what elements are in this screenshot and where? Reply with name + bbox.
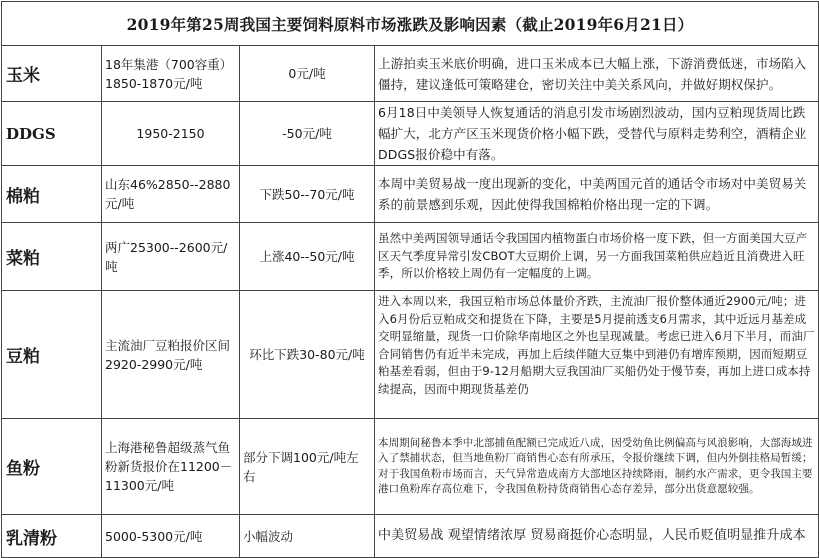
row-change: 部分下调100元/吨左右 <box>240 419 375 515</box>
row-name: 棉粕 <box>2 166 102 223</box>
row-change: 下跌50--70元/吨 <box>240 166 375 223</box>
row-change: 0元/吨 <box>240 46 375 102</box>
row-change: 小幅波动 <box>240 515 375 558</box>
table-row-corn <box>2 46 819 102</box>
title-row <box>2 2 819 46</box>
row-name: 鱼粉 <box>2 419 102 515</box>
row-name: 玉米 <box>2 46 102 102</box>
row-factor: 6月18日中美领导人恢复通话的消息引发市场剧烈波动，国内豆粕现货周比跌幅扩大，北方产区玉米现货价格小幅下跌，受替代与原料走势利空，酒精企业DDGS报价稳中有落。 <box>375 102 819 166</box>
row-factor: 本周期间秘鲁本季中北部捕鱼配额已完成近八成，因受幼鱼比例偏高与风浪影响，大部海域进入了禁捕状态，但当地鱼粉厂商销售心态有所承压，令报价继续下调，但内外倒挂格局暂缓；对于我国鱼粉市场而言，天气异常造成南方大部地区持续降雨，制约水产需求，更令我国主要港口鱼粉库存高位难下，令我国鱼粉持货商销售心态存差异，部分出货意愿较强。 <box>375 419 819 515</box>
row-price: 山东46%2850--2880元/吨 <box>102 166 240 223</box>
table-row-rapeseed-meal <box>2 223 819 291</box>
table-row-whey-powder <box>2 515 819 558</box>
row-price: 上海港秘鲁超级蒸气鱼粉新货报价在11200－11300元/吨 <box>102 419 240 515</box>
row-change: 环比下跌30-80元/吨 <box>240 291 375 419</box>
row-price: 5000-5300元/吨 <box>102 515 240 558</box>
row-name: 豆粕 <box>2 291 102 419</box>
table-title: 2019年第25周我国主要饲料原料市场涨跌及影响因素（截止2019年6月21日） <box>2 2 819 46</box>
row-factor: 中美贸易战 观望情绪浓厚 贸易商挺价心态明显，人民币贬值明显推升成本 <box>375 515 819 558</box>
table-row-ddgs <box>2 102 819 166</box>
row-factor: 上游拍卖玉米底价明确，进口玉米成本已大幅上涨，下游消费低迷，市场陷入僵持，建议逢低可策略建仓，密切关注中美关系风向，并做好期权保护。 <box>375 46 819 102</box>
row-change: -50元/吨 <box>240 102 375 166</box>
feed-market-table <box>1 1 819 558</box>
row-price: 两广25300--2600元/吨 <box>102 223 240 291</box>
row-price: 1950-2150 <box>102 102 240 166</box>
table-row-cottonseed-meal <box>2 166 819 223</box>
row-change: 上涨40--50元/吨 <box>240 223 375 291</box>
row-name: DDGS <box>2 102 102 166</box>
row-factor: 虽然中美两国领导通话令我国国内植物蛋白市场价格一度下跌，但一方面美国大豆产区天气季度异常引发CBOT大豆期价上调，另一方面我国菜粕供应趋近且消费进入旺季，所以价格较上周仍有一定幅度的上调。 <box>375 223 819 291</box>
row-name: 菜粕 <box>2 223 102 291</box>
row-factor: 本周中美贸易战一度出现新的变化，中美两国元首的通话令市场对中美贸易关系的前景感到乐观，因此使得我国棉粕价格出现一定的下调。 <box>375 166 819 223</box>
table-row-fishmeal <box>2 419 819 515</box>
row-price: 主流油厂豆粕报价区间2920-2990元/吨 <box>102 291 240 419</box>
row-factor: 进入本周以来，我国豆粕市场总体量价齐跌，主流油厂报价整体通近2900元/吨；进入6月份后豆粕成交和提货在下降，主要是5月提前透支6月需求，其中近远月基差成交明显缩量，现货一口价除华南地区之外也呈现减量。考虑已进入6月下半月，而油厂合同销售仍有近半未完成，再加上后续伴随大豆集中到港仍有增库预期，因而短期豆粕基差看弱，但由于9-12月船期大豆我国油厂买船仍处于慢节奏，再加上进口成本持续提高，因而中期现货基差仍 <box>375 291 819 419</box>
row-price: 18年集港（700容重）1850-1870元/吨 <box>102 46 240 102</box>
table-row-soybean-meal <box>2 291 819 419</box>
row-name: 乳清粉 <box>2 515 102 558</box>
